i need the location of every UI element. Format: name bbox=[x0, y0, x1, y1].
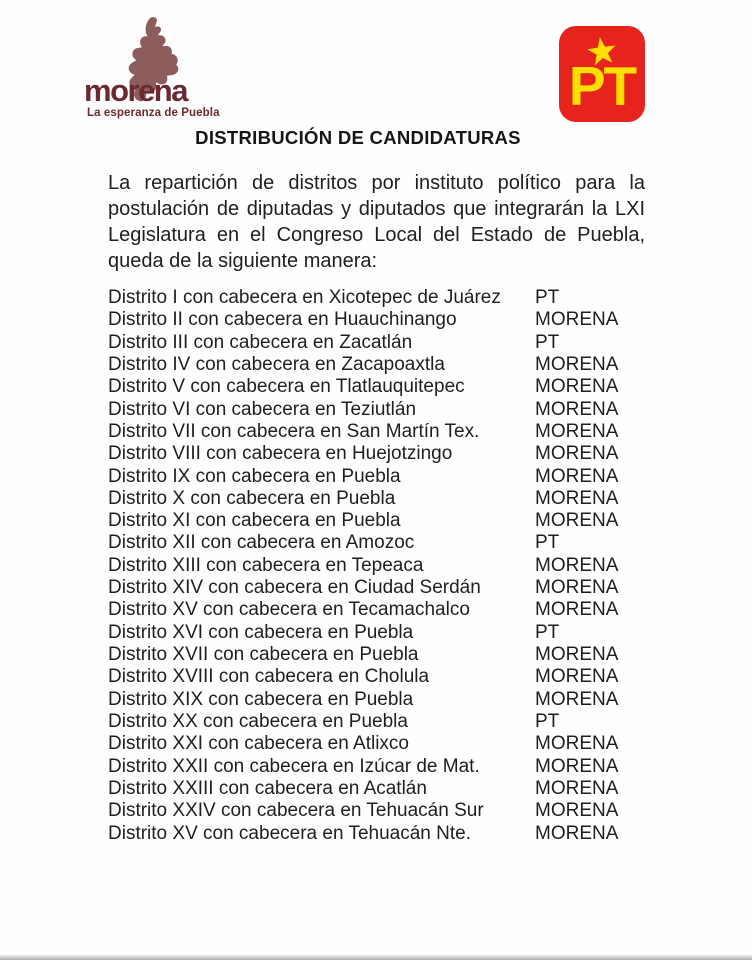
party-label: MORENA bbox=[535, 800, 619, 822]
table-row bbox=[108, 354, 656, 376]
district-label: Distrito XXII con cabecera en Izúcar de Mat. bbox=[108, 755, 480, 777]
district-label: Distrito XX con cabecera en Puebla bbox=[108, 710, 408, 732]
district-label: Distrito I con cabecera en Xicotepec de Juárez bbox=[108, 287, 501, 308]
district-label: Distrito IX con cabecera en Puebla bbox=[108, 465, 401, 487]
intro-paragraph: La repartición de distritos por instituto político para la postulación de diputadas y diputados que integrarán la LXI Legislatura en el Congreso Local del Estado de Puebla, queda de la siguiente manera: bbox=[108, 172, 645, 272]
district-label: Distrito XVI con cabecera en Puebla bbox=[108, 621, 414, 643]
table-row bbox=[108, 622, 656, 644]
district-list bbox=[108, 287, 656, 845]
district-label: Distrito XII con cabecera en Amozoc bbox=[108, 532, 415, 554]
party-label: MORENA bbox=[535, 510, 619, 532]
table-row bbox=[108, 599, 656, 621]
table-row bbox=[108, 666, 656, 688]
district-label: Distrito II con cabecera en Huauchinango bbox=[108, 309, 457, 331]
table-row bbox=[108, 711, 656, 733]
party-label: PT bbox=[535, 287, 560, 308]
morena-wordmark: morena bbox=[84, 73, 187, 108]
party-label: MORENA bbox=[535, 777, 619, 799]
district-label: Distrito XVII con cabecera en Puebla bbox=[108, 644, 419, 665]
party-label: MORENA bbox=[535, 398, 619, 420]
district-label: Distrito X con cabecera en Puebla bbox=[108, 487, 396, 509]
table-row bbox=[108, 421, 656, 443]
table-row bbox=[108, 466, 656, 488]
party-label: MORENA bbox=[535, 688, 619, 710]
party-label: MORENA bbox=[535, 309, 619, 331]
party-label: MORENA bbox=[535, 353, 619, 375]
table-row bbox=[108, 488, 656, 510]
party-label: MORENA bbox=[535, 420, 619, 442]
table-row bbox=[108, 644, 656, 666]
district-label: Distrito XIII con cabecera en Tepeaca bbox=[108, 554, 424, 576]
party-label: MORENA bbox=[535, 376, 619, 398]
party-label: PT bbox=[535, 532, 560, 554]
table-row bbox=[108, 376, 656, 398]
table-row bbox=[108, 287, 656, 309]
table-row bbox=[108, 555, 656, 577]
district-label: Distrito III con cabecera en Zacatlán bbox=[108, 331, 413, 353]
bottom-edge-bar bbox=[0, 955, 752, 960]
district-label: Distrito XV con cabecera en Tehuacán Nte. bbox=[108, 822, 471, 844]
party-label: MORENA bbox=[535, 733, 619, 755]
table-row bbox=[108, 689, 656, 711]
party-label: MORENA bbox=[535, 599, 619, 621]
party-label: MORENA bbox=[535, 822, 619, 844]
page-title: DISTRIBUCIÓN DE CANDIDATURAS bbox=[195, 127, 521, 148]
party-label: MORENA bbox=[535, 487, 619, 509]
party-label: MORENA bbox=[535, 644, 619, 665]
district-label: Distrito XIX con cabecera en Puebla bbox=[108, 688, 414, 710]
party-label: MORENA bbox=[535, 577, 619, 599]
table-row bbox=[108, 756, 656, 778]
table-row bbox=[108, 399, 656, 421]
district-label: Distrito XV con cabecera en Tecamachalco bbox=[108, 599, 470, 621]
party-label: PT bbox=[535, 621, 560, 643]
district-label: Distrito XVIII con cabecera en Cholula bbox=[108, 666, 430, 688]
district-label: Distrito XXIV con cabecera en Tehuacán Sur bbox=[108, 800, 484, 822]
district-label: Distrito XXIII con cabecera en Acatlán bbox=[108, 777, 427, 799]
party-label: MORENA bbox=[535, 465, 619, 487]
district-label: Distrito VIII con cabecera en Huejotzingo bbox=[108, 443, 453, 465]
district-label: Distrito XIV con cabecera en Ciudad Serdán bbox=[108, 577, 481, 599]
party-label: PT bbox=[535, 331, 560, 353]
party-label: MORENA bbox=[535, 554, 619, 576]
morena-tagline: La esperanza de Puebla bbox=[87, 107, 220, 119]
table-row bbox=[108, 510, 656, 532]
party-label: PT bbox=[535, 710, 560, 732]
pt-wordmark: PT bbox=[568, 55, 636, 117]
party-label: MORENA bbox=[535, 666, 619, 688]
district-label: Distrito XI con cabecera en Puebla bbox=[108, 510, 401, 532]
district-label: Distrito V con cabecera en Tlatlauquitepec bbox=[108, 376, 465, 398]
table-row bbox=[108, 778, 656, 800]
pt-logo bbox=[559, 26, 645, 122]
table-row bbox=[108, 443, 656, 465]
district-label: Distrito VII con cabecera en San Martín Tex. bbox=[108, 420, 480, 442]
party-label: MORENA bbox=[535, 755, 619, 777]
table-row bbox=[108, 532, 656, 554]
district-label: Distrito XXI con cabecera en Atlixco bbox=[108, 733, 409, 755]
table-row bbox=[108, 309, 656, 331]
district-label: Distrito IV con cabecera en Zacapoaxtla bbox=[108, 353, 445, 375]
table-row bbox=[108, 733, 656, 755]
district-label: Distrito VI con cabecera en Teziutlán bbox=[108, 398, 417, 420]
table-row bbox=[108, 577, 656, 599]
table-row bbox=[108, 332, 656, 354]
party-label: MORENA bbox=[535, 443, 619, 465]
table-row bbox=[108, 823, 656, 845]
table-row bbox=[108, 800, 656, 822]
